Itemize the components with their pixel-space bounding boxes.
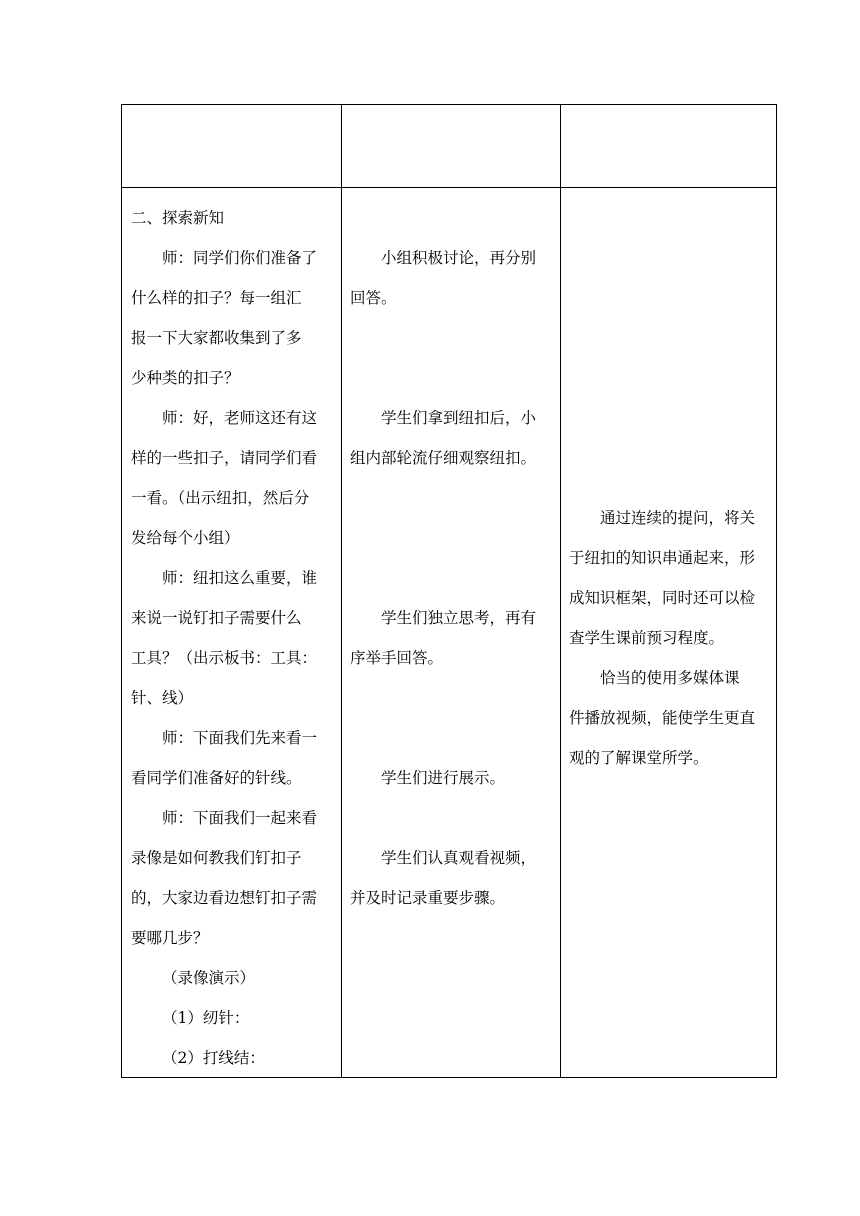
lesson-plan-table (121, 104, 777, 1078)
teacher-line: 要哪几步？ (131, 929, 209, 947)
student-line: 序举手回答。 (350, 649, 444, 667)
teacher-line: 针、线） (131, 689, 194, 707)
intent-line: 观的了解课堂所学。 (569, 749, 709, 767)
teacher-line: 录像是如何教我们钉扣子 (131, 849, 302, 867)
student-line: 学生们拿到纽扣后，小 (381, 409, 537, 427)
intent-line: 成知识框架，同时还可以检 (569, 589, 756, 607)
spacer (350, 358, 556, 398)
teacher-line: 来说一说钉扣子需要什么 (131, 609, 302, 627)
teacher-line: 的，大家边看边想钉扣子需 (131, 889, 318, 907)
teacher-line: 师：好，老师这还有这 (162, 409, 318, 427)
student-activity-cell (350, 238, 556, 918)
teacher-line: 一看。（出示纽扣，然后分 (131, 489, 310, 507)
spacer (350, 518, 556, 558)
student-line: 回答。 (350, 289, 397, 307)
spacer (350, 478, 556, 518)
teacher-line: 工具？（出示板书：工具： (131, 649, 318, 667)
student-line: 学生们认真观看视频， (381, 849, 537, 867)
teacher-line: 师：纽扣这么重要，谁 (162, 569, 318, 587)
teacher-line: 发给每个小组） (131, 529, 240, 547)
teacher-line: 报一下大家都收集到了多 (131, 329, 302, 347)
intent-line: 件播放视频，能使学生更直 (569, 709, 756, 727)
design-intent-cell (569, 498, 773, 778)
intent-line: 通过连续的提问，将关 (600, 509, 756, 527)
spacer (350, 678, 556, 718)
spacer (350, 798, 556, 838)
teacher-line: 少种类的扣子？ (131, 369, 240, 387)
column-divider-2 (560, 105, 561, 1077)
column-divider-1 (341, 105, 342, 1077)
intent-line: 恰当的使用多媒体课 (600, 669, 740, 687)
student-line: 学生们独立思考，再有 (381, 609, 537, 627)
teacher-line: 师：同学们你们准备了 (162, 249, 318, 267)
teacher-line: 师：下面我们一起来看 (162, 809, 318, 827)
spacer (350, 718, 556, 758)
teacher-line: （录像演示） (162, 969, 256, 987)
student-line: 并及时记录重要步骤。 (350, 889, 506, 907)
teacher-line: 什么样的扣子？每一组汇 (131, 289, 302, 307)
section-heading: 二、探索新知 (131, 209, 225, 227)
teacher-line: （2）打线结： (162, 1049, 265, 1067)
spacer (350, 318, 556, 358)
teacher-activity-cell (131, 198, 336, 1078)
teacher-line: 看同学们准备好的针线。 (131, 769, 302, 787)
intent-line: 于纽扣的知识串通起来，形 (569, 549, 756, 567)
student-line: 组内部轮流仔细观察纽扣。 (350, 449, 537, 467)
teacher-line: 师：下面我们先来看一 (162, 729, 318, 747)
student-line: 小组积极讨论，再分别 (381, 249, 537, 267)
teacher-line: 样的一些扣子，请同学们看 (131, 449, 318, 467)
student-line: 学生们进行展示。 (381, 769, 506, 787)
teacher-line: （1）纫针： (162, 1009, 250, 1027)
row-divider (122, 187, 776, 188)
spacer (350, 558, 556, 598)
intent-line: 查学生课前预习程度。 (569, 629, 725, 647)
